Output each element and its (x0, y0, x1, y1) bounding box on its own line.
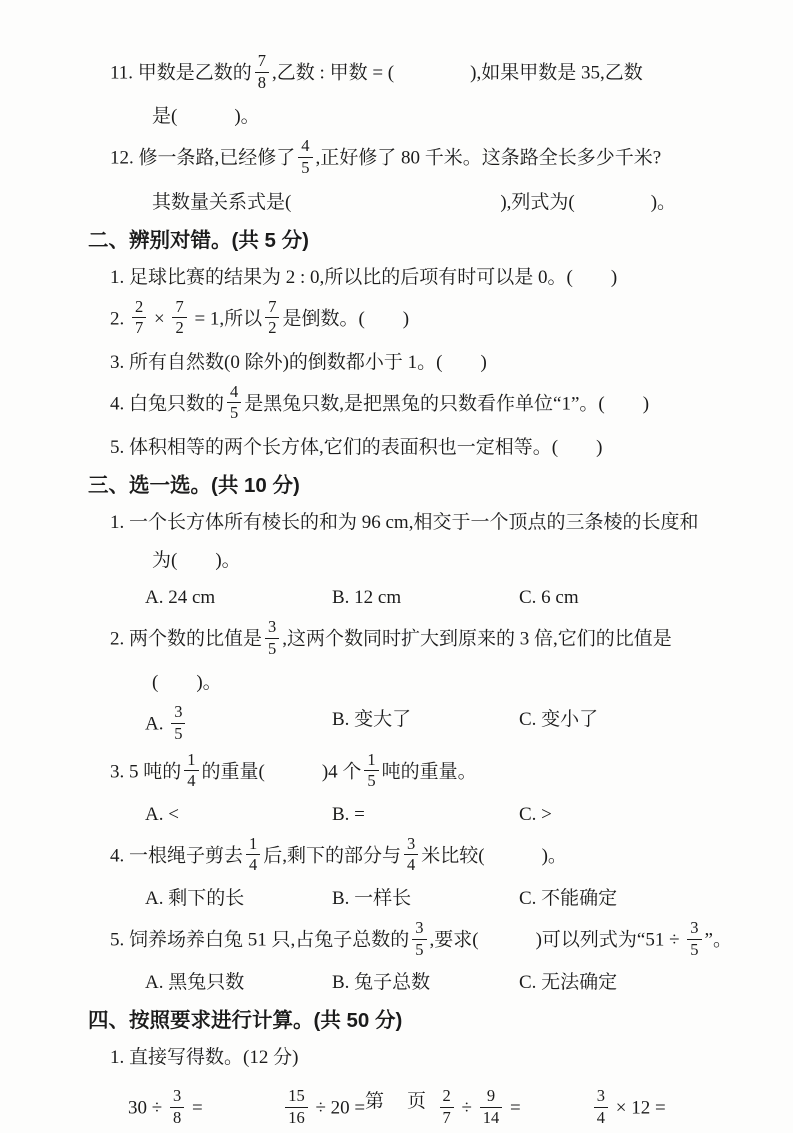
page-footer: 第 页 (364, 1091, 428, 1112)
fraction: $\frac{3}{4}$ (404, 834, 418, 876)
fraction: $\frac{1}{5}$ (364, 750, 378, 792)
options-row (145, 881, 793, 917)
option: A. < (145, 803, 179, 825)
fraction: $\frac{4}{5}$ (227, 382, 241, 424)
calc-expression: $\frac{3}{4}$ × 12 = (591, 1086, 745, 1132)
section-header: 三、选一选。(共 10 分) (88, 474, 300, 497)
fraction: $\frac{3}{4}$ (594, 1086, 608, 1128)
fraction: $\frac{2}{7}$ (132, 297, 146, 339)
exam-line: 为( )。 (152, 550, 241, 571)
calc-expression: $\frac{2}{7}$ ÷ $\frac{9}{14}$ = (437, 1086, 591, 1132)
fraction: $\frac{15}{16}$ (285, 1086, 308, 1128)
exam-line: 12. 修一条路,已经修了 $\frac{4}{5}$ ,正好修了 80 千米。这条路全长多少千米? (110, 136, 662, 177)
option: C. > (519, 803, 552, 825)
exam-content (0, 51, 793, 1133)
calc-expression: 30 ÷ $\frac{3}{8}$ = (128, 1086, 203, 1127)
options-row (145, 580, 793, 616)
exam-line: 2. $\frac{2}{7}$ × $\frac{7}{2}$ = 1,所以 $\frac{7}{2}$ 是倒数。( ) (110, 296, 410, 338)
fraction: $\frac{1}{4}$ (246, 834, 260, 876)
options-row (145, 797, 793, 833)
fraction: $\frac{1}{4}$ (184, 750, 198, 792)
exam-line: 其数量关系式是( ),列式为( )。 (152, 191, 677, 213)
exam-line: 3. 5 吨的 $\frac{1}{4}$ 的重量( )4 个 $\frac{1}{5}$ 吨的重量。 (110, 749, 477, 791)
fraction: $\frac{7}{2}$ (265, 297, 279, 339)
option: C. 6 cm (519, 587, 579, 608)
option: B. 变大了 (332, 709, 412, 731)
fraction: $\frac{2}{7}$ (440, 1086, 454, 1128)
exam-line: 3. 所有自然数(0 除外)的倒数都小于 1。( ) (110, 351, 487, 373)
option: A. 黑兔只数 (145, 972, 245, 994)
fraction: $\frac{7}{2}$ (172, 297, 186, 339)
exam-line: 2. 两个数的比值是 $\frac{3}{5}$ ,这两个数同时扩大到原来的 3 倍,它们的比值是 (110, 617, 672, 658)
section-header: 二、辨别对错。(共 5 分) (88, 228, 309, 252)
option: C. 变小了 (519, 709, 599, 731)
option: B. 12 cm (332, 587, 402, 608)
exam-line: 是( )。 (152, 106, 260, 128)
option: B. 一样长 (332, 888, 412, 909)
option: C. 无法确定 (519, 972, 618, 994)
option: B. 兔子总数 (332, 972, 431, 994)
exam-line: 4. 白兔只数的 $\frac{4}{5}$ 是黑兔只数,是把黑兔的只数看作单位“1”。( ) (110, 381, 650, 423)
fraction: $\frac{4}{5}$ (298, 136, 312, 178)
exam-line: ( )。 (152, 672, 222, 694)
section-header: 四、按照要求进行计算。(共 50 分) (88, 1009, 403, 1033)
exam-line: 1. 一个长方体所有棱长的和为 96 cm,相交于一个顶点的三条棱的长度和 (110, 512, 699, 533)
fraction: $\frac{3}{5}$ (265, 617, 279, 659)
exam-line: 5. 体积相等的两个长方体,它们的表面积也一定相等。( ) (110, 437, 603, 458)
exam-line: 11. 甲数是乙数的 $\frac{7}{8}$ ,乙数 : 甲数 = ( ),如果甲数是 35,乙数 (110, 51, 643, 92)
fraction: $\frac{3}{5}$ (412, 918, 426, 960)
calc-expression: $\frac{15}{16}$ ÷ 20 = (282, 1086, 436, 1132)
fraction: $\frac{9}{14}$ (480, 1086, 503, 1128)
option: A. 剩下的长 (145, 888, 245, 909)
options-row (145, 965, 793, 1001)
option: C. 不能确定 (519, 888, 618, 909)
fraction: $\frac{3}{8}$ (170, 1086, 184, 1128)
exam-line: 4. 一根绳子剪去 $\frac{1}{4}$ 后,剩下的部分与 $\frac{3}{4}$ 米比较( )。 (110, 833, 567, 875)
exam-line: 1. 足球比赛的结果为 2 : 0,所以比的后项有时可以是 0。( ) (110, 266, 618, 288)
option: A. $\frac{3}{5}$ (145, 702, 332, 748)
options-row (145, 702, 793, 748)
exam-line: 5. 饲养场养白兔 51 只,占兔子总数的 $\frac{3}{5}$ ,要求( )可以列式为“51 ÷ $\frac{3}{5}$ ”。 (110, 918, 732, 959)
fraction: $\frac{7}{8}$ (255, 51, 269, 93)
option: A. 24 cm (145, 587, 216, 608)
fraction: $\frac{3}{5}$ (171, 702, 185, 744)
fraction: $\frac{3}{5}$ (687, 918, 701, 960)
option: B. = (332, 803, 365, 825)
exam-line: 1. 直接写得数。(12 分) (110, 1047, 299, 1069)
